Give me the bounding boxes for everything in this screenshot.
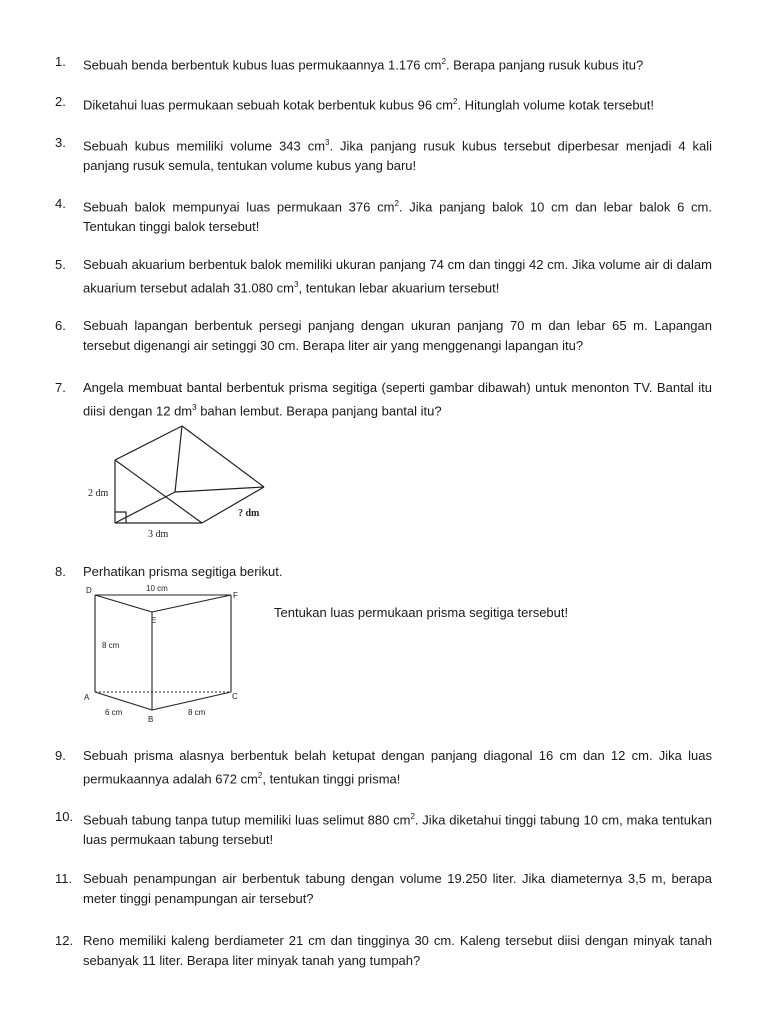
question-text: Angela membuat bantal berbentuk prisma segitiga (seperti gambar dibawah) untuk menonton TV. Bantal itu diisi dengan 12 $dm^3$ bahan lembut. Berapa panjang bantal itu? bbox=[83, 380, 712, 419]
vertex-f-label: F bbox=[233, 591, 238, 600]
question-text: Diketahui luas permukaan sebuah kotak berbentuk kubus 96 $cm^2$. Hitunglah volume kotak tersebut! bbox=[83, 97, 655, 113]
question-number: 12. bbox=[55, 933, 74, 948]
question-text: Sebuah penampungan air berbentuk tabung dengan volume 19.250 liter. Jika diameternya 3,5 m, berapa meter tinggi penampungan air tersebut? bbox=[83, 871, 712, 906]
vertex-c-label: C bbox=[232, 692, 238, 701]
vertex-e-label: E bbox=[151, 616, 157, 625]
question-text: Sebuah benda berbentuk kubus luas permukaannya 1.176 $cm^2$. Berapa panjang rusuk kubus itu? bbox=[83, 57, 644, 73]
figure1-base-label: 3 dm bbox=[148, 529, 169, 540]
height-label: 8 cm bbox=[102, 641, 120, 650]
question-number: 4. bbox=[55, 196, 66, 211]
question-text: Sebuah prisma alasnya berbentuk belah ketupat dengan panjang diagonal 16 cm dan 12 cm. Jika luas permukaannya adalah 672 $cm^2$, tentukan tinggi prisma! bbox=[83, 748, 712, 787]
figure1-height-label: 2 dm bbox=[88, 488, 109, 499]
triangular-prism-figure bbox=[78, 582, 258, 727]
right-base-label: 8 cm bbox=[188, 708, 206, 717]
top-edge-label: 10 cm bbox=[146, 584, 168, 593]
question-number: 5. bbox=[55, 257, 66, 272]
question-text: Sebuah lapangan berbentuk persegi panjang dengan ukuran panjang 70 m dan lebar 65 m. Lapangan tersebut digenangi air setinggi 30 cm. Berapa liter air yang menggenangi lapangan itu? bbox=[83, 318, 712, 353]
question-text: Sebuah akuarium berbentuk balok memiliki ukuran panjang 74 cm dan tinggi 42 cm. Jika volume air di dalam akuarium tersebut adalah 31.080 $cm^3$, tentukan lebar akuarium tersebut! bbox=[83, 257, 712, 296]
question-number: 8. bbox=[55, 564, 66, 579]
question-number: 3. bbox=[55, 135, 66, 150]
question-text: Perhatikan prisma segitiga berikut. bbox=[83, 564, 283, 579]
q8-instruction: Tentukan luas permukaan prisma segitiga tersebut! bbox=[274, 605, 569, 620]
question-text: Sebuah kubus memiliki volume 343 $cm^3$. Jika panjang rusuk kubus tersebut diperbesar menjadi 4 kali panjang rusuk semula, tentukan volume kubus yang baru! bbox=[83, 138, 712, 174]
left-base-label: 6 cm bbox=[105, 708, 123, 717]
question-number: 6. bbox=[55, 318, 66, 333]
question-number: 9. bbox=[55, 748, 66, 763]
vertex-d-label: D bbox=[86, 586, 92, 595]
question-number: 11. bbox=[55, 871, 73, 886]
question-text: Reno memiliki kaleng berdiameter 21 cm dan tingginya 30 cm. Kaleng tersebut diisi dengan minyak tanah sebanyak 11 liter. Berapa liter minyak tanah yang tumpah? bbox=[83, 933, 712, 968]
question-number: 1. bbox=[55, 54, 66, 69]
question-text: Sebuah balok mempunyai luas permukaan 376 $cm^2$. Jika panjang balok 10 cm dan lebar balok 6 cm. Tentukan tinggi balok tersebut! bbox=[83, 199, 712, 235]
question-number: 2. bbox=[55, 94, 66, 109]
vertex-a-label: A bbox=[84, 693, 90, 702]
pillow-prism-figure bbox=[80, 420, 280, 545]
figure1-length-label: ? dm bbox=[238, 508, 260, 519]
question-number: 7. bbox=[55, 380, 66, 395]
question-number: 10. bbox=[55, 809, 74, 824]
vertex-b-label: B bbox=[148, 715, 154, 724]
question-text: Sebuah tabung tanpa tutup memiliki luas selimut 880 $cm^2$. Jika diketahui tinggi tabung 10 cm, maka tentukan luas permukaan tabung tersebut! bbox=[83, 812, 712, 848]
